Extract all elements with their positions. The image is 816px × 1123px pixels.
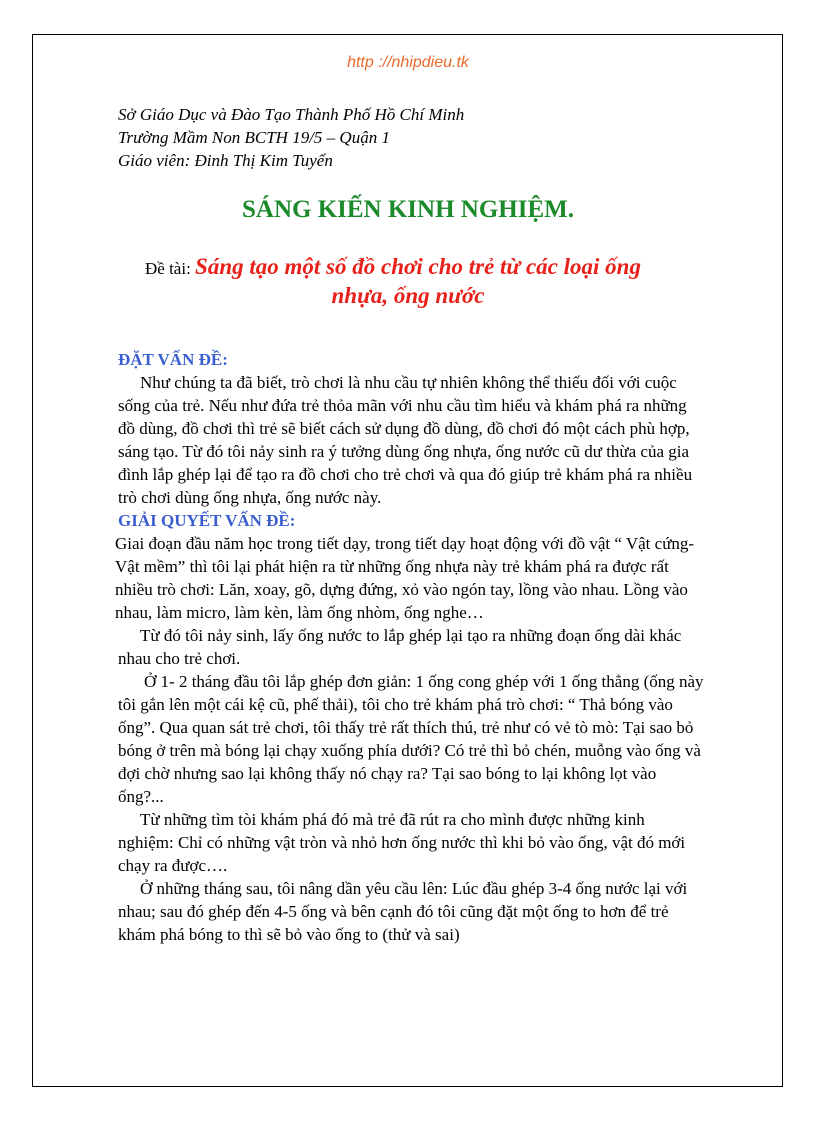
meta-teacher: Giáo viên: Đinh Thị Kim Tuyến: [118, 151, 333, 170]
paragraph-solution-4: Từ những tìm tòi khám phá đó mà trẻ đã rút ra cho mình được những kinh nghiệm: Chỉ có những vật tròn và nhỏ hơn ống nước thì khi bỏ vào ống, vật đó mới chạy ra được….: [118, 810, 686, 875]
paragraph-problem: Như chúng ta đã biết, trò chơi là nhu cầu tự nhiên không thể thiếu đối với cuộc sống của trẻ. Nếu như đứa trẻ thỏa mãn với nhu cầu tìm hiểu và khám phá ra những đồ dùng, đồ chơi thì trẻ sẽ biết cách sử dụng đồ dùng, đồ chơi đó một cách phù hợp, sáng tạo. Từ đó tôi nảy sinh ra ý tưởng dùng ống nhựa, ống nước cũ dư thừa của gia đình lắp ghép lại để tạo ra đồ chơi cho trẻ chơi và qua đó giúp trẻ khám phá ra nhiều trò chơi dùng ống nhựa, ống nước này.: [118, 373, 693, 507]
document-title: SÁNG KIẾN KINH NGHIỆM.: [242, 196, 574, 223]
section-heading-solution: GIẢI QUYẾT VẤN ĐỀ:: [118, 511, 296, 530]
topic-title-part2: nhựa, ống nước: [331, 283, 485, 308]
paragraph-solution-3: Ở 1- 2 tháng đầu tôi lắp ghép đơn giản: 1 ống cong ghép với 1 ống thẳng (ống này tôi gắn lên một cái kệ cũ, phế thải), tôi cho trẻ khám phá trò chơi: “ Thả bóng vào ống”. Qua quan sát trẻ chơi, tôi thấy trẻ rất thích thú, trẻ như có vẻ tò mò: Tại sao bỏ bóng ở trên mà bóng lại chạy xuống phía dưới? Có trẻ thì bỏ chén, muỗng vào ống và đợi chờ nhưng sao lại không thấy nó chạy ra? Tại sao bóng to lại không lọt vào ống?...: [118, 672, 704, 806]
topic-title-part1: Sáng tạo một số đồ chơi cho trẻ từ các loại ống: [195, 254, 641, 279]
section-heading-problem: ĐẶT VẤN ĐỀ:: [118, 350, 228, 369]
paragraph-solution-5: Ở những tháng sau, tôi nâng dần yêu cầu lên: Lúc đầu ghép 3-4 ống nước lại với nhau; sau đó ghép đến 4-5 ống và bên cạnh đó tôi cũng đặt một ống to hơn để trẻ khám phá bóng to thì sẽ bỏ vào ống to (thử và sai): [118, 879, 688, 944]
header-url-link[interactable]: http ://nhipdieu.tk: [347, 54, 469, 71]
paragraph-solution-1: Giai đoạn đầu năm học trong tiết dạy, trong tiết dạy hoạt động với đồ vật “ Vật cứng- Vật mềm” thì tôi lại phát hiện ra từ những ống nhựa này trẻ khám phá ra được rất nhiều trò chơi: Lăn, xoay, gõ, dựng đứng, xỏ vào ngón tay, lồng vào nhau. Lồng vào nhau, làm micro, làm kèn, làm ống nhòm, ống nghe…: [115, 534, 695, 622]
document-meta: [118, 103, 464, 172]
paragraph-solution-2: Từ đó tôi nảy sinh, lấy ống nước to lắp ghép lại tạo ra những đoạn ống dài khác nhau cho trẻ chơi.: [118, 626, 682, 668]
document-body: [115, 348, 704, 946]
meta-school: Trường Mầm Non BCTH 19/5 – Quận 1: [118, 128, 390, 147]
topic-line-1: [145, 252, 705, 284]
topic-prefix: Đề tài:: [145, 259, 191, 278]
meta-department: Sở Giáo Dục và Đào Tạo Thành Phố Hồ Chí Minh: [118, 105, 465, 124]
